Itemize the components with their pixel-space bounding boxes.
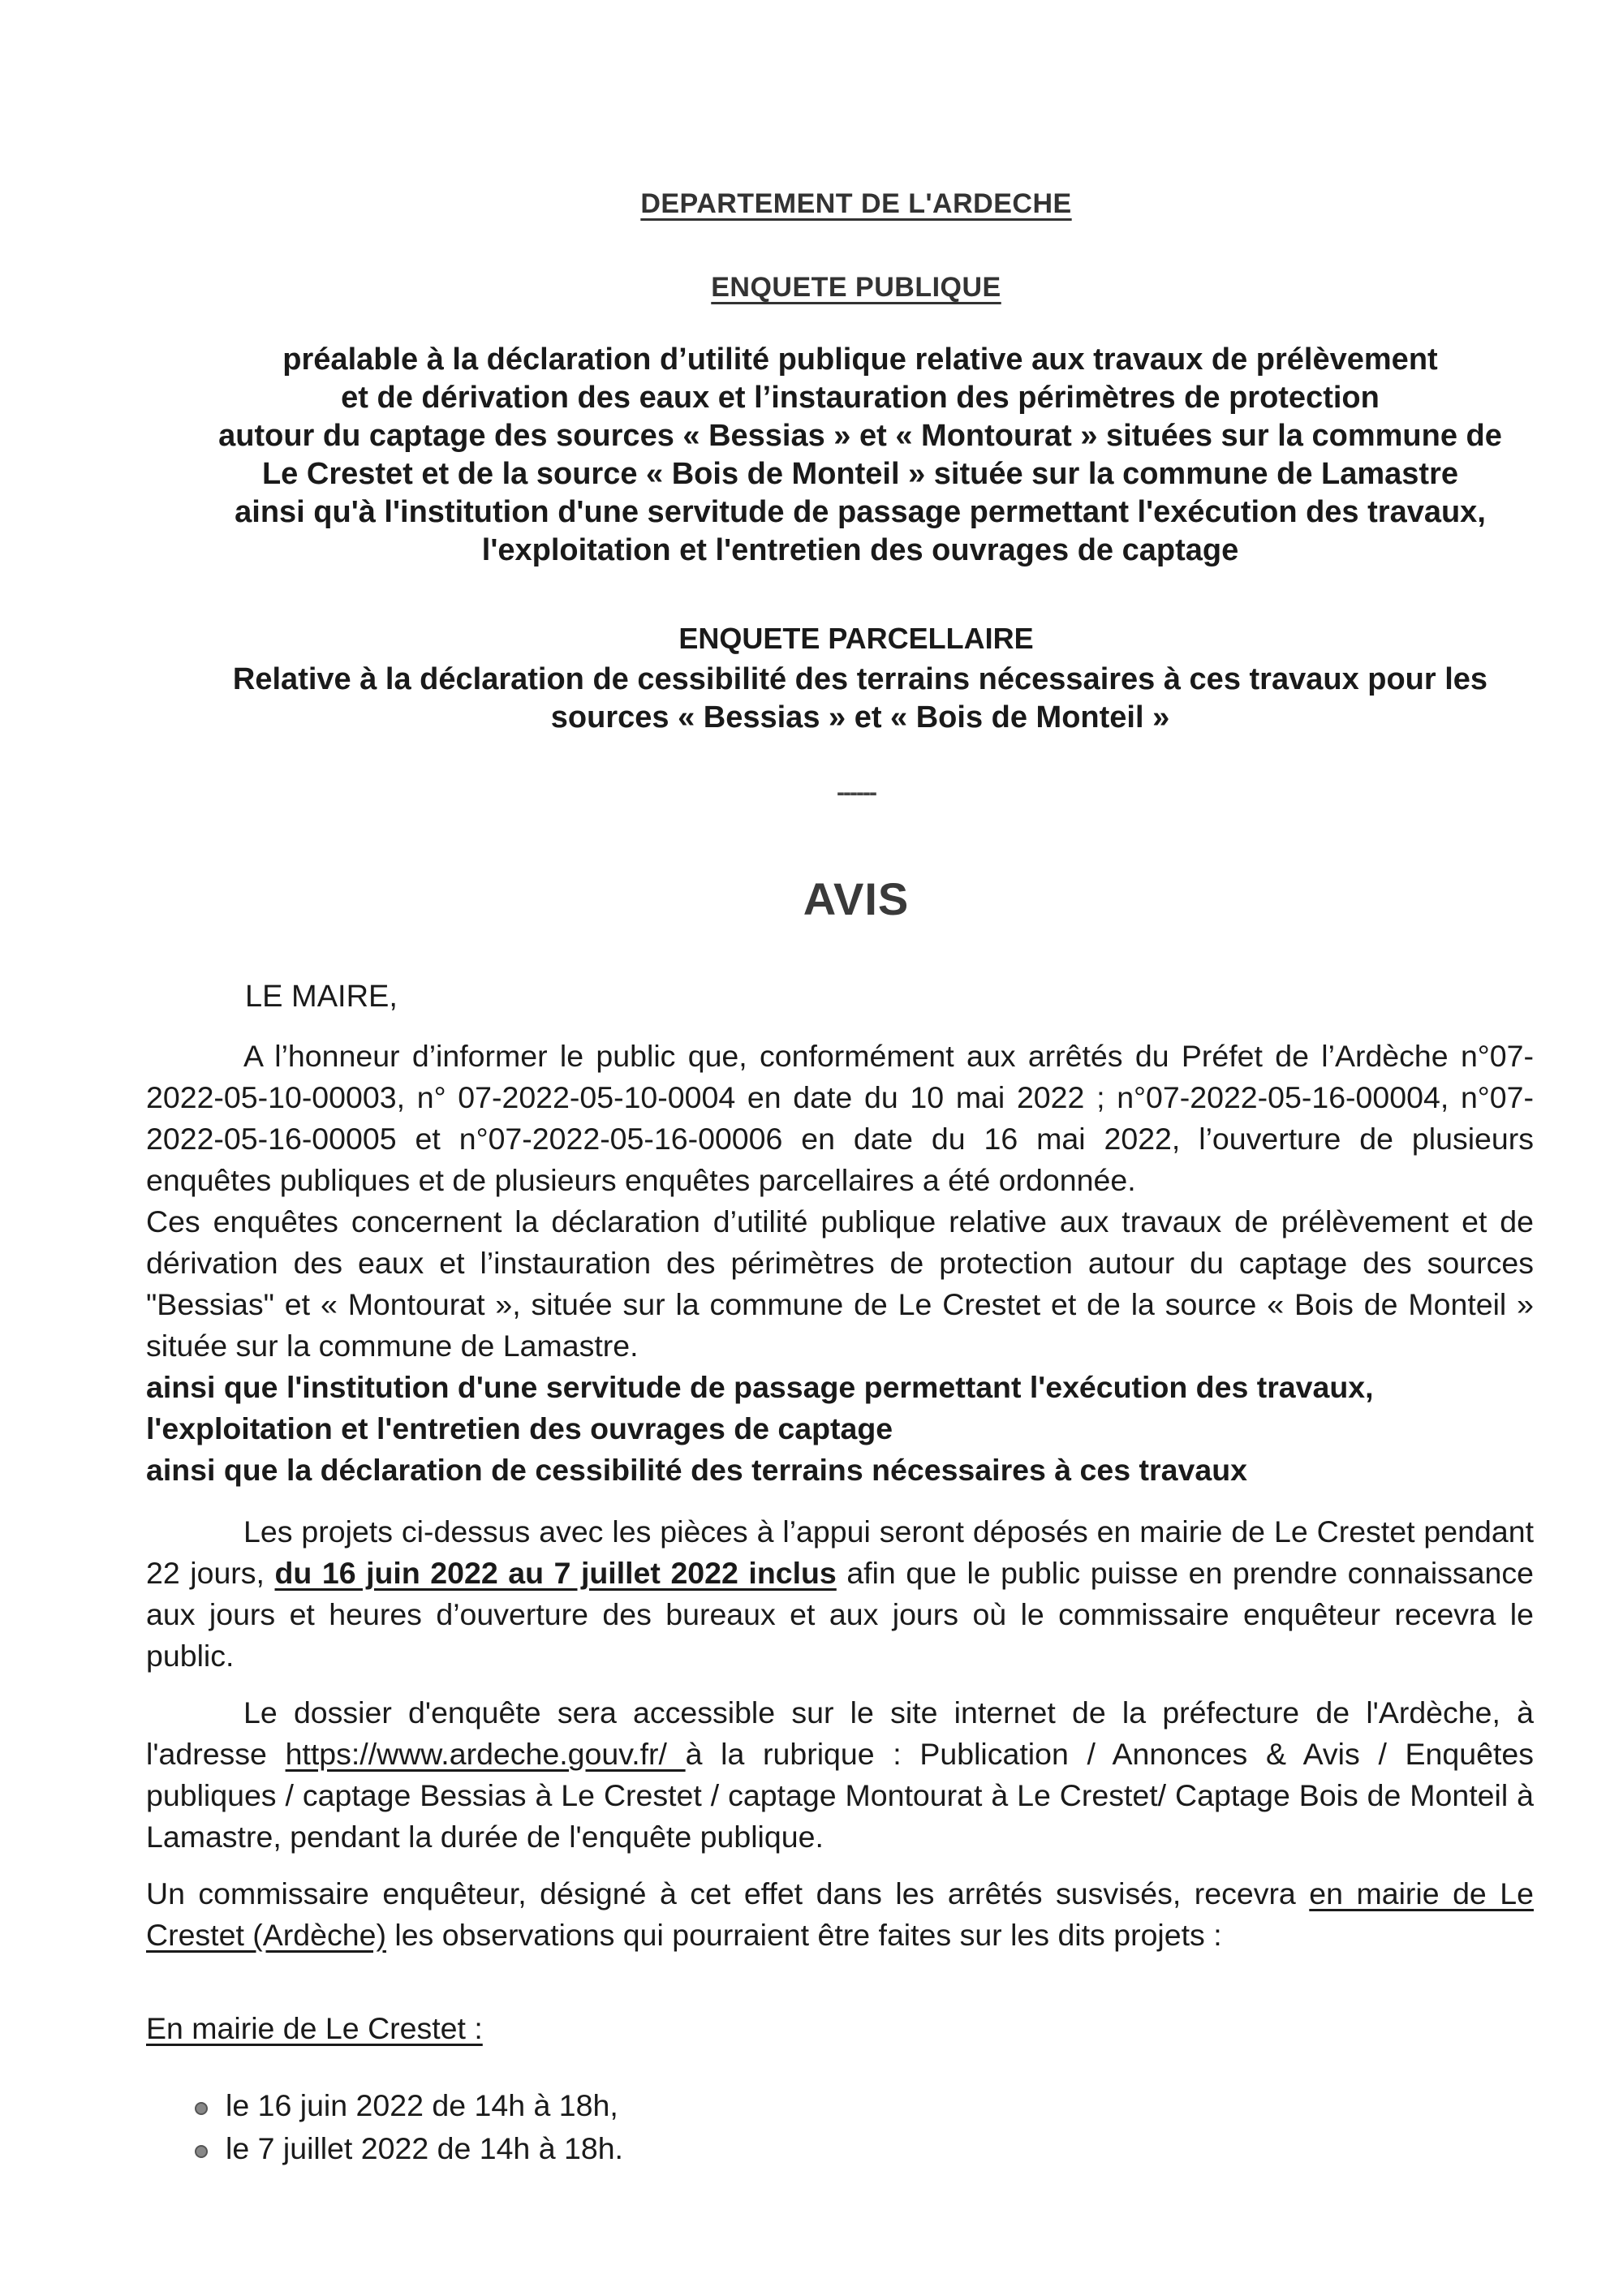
projets-text-start: Les projets ci-dessus avec les pièces à l’appui seront déposés en mairie de Le Crestet pendant 22 jours,: [146, 1514, 1534, 1590]
bullet-icon: [195, 2145, 208, 2158]
subject-line: l'exploitation et l'entretien des ouvrages de captage: [481, 533, 1239, 567]
permanences-list: [195, 2084, 623, 2170]
subject-line: ainsi qu'à l'institution d'une servitude de passage permettant l'exécution des travaux,: [235, 495, 1486, 529]
dossier-text-end: à la rubrique : Publication / Annonces & Avis / Enquêtes publiques / captage Bessias à Le Crestet / captage Montourat à Le Crestet/ Captage Bois de Monteil à Lamastre, pendant la durée de l'enquête publique.: [146, 1737, 1534, 1854]
subject-line: préalable à la déclaration d’utilité publique relative aux travaux de prélèvement: [282, 342, 1438, 377]
mairie-place: en mairie de Le Crestet (Ardèche): [146, 1876, 1534, 1952]
body-block-1: [146, 1036, 1534, 1491]
list-item: [195, 2127, 623, 2170]
subject-line: Le Crestet et de la source « Bois de Monteil » située sur la commune de Lamastre: [261, 457, 1459, 491]
commissaire-text-start: Un commissaire enquêteur, désigné à cet effet dans les arrêtés susvisés, recevra: [146, 1876, 1310, 1910]
prefecture-link[interactable]: https://www.ardeche.gouv.fr/: [285, 1737, 686, 1771]
subject-line: et de dérivation des eaux et l’instauration des périmètres de protection: [341, 381, 1380, 415]
bold-line-servitude: ainsi que l'institution d'une servitude de passage permettant l'exécution des travaux,: [146, 1370, 1374, 1404]
enquete-dates: du 16 juin 2022 au 7 juillet 2022 inclus: [274, 1556, 837, 1590]
paragraph-dossier: [146, 1692, 1534, 1858]
paragraph-arretes: A l’honneur d’informer le public que, conformément aux arrêtés du Préfet de l’Ardèche n°07-2022-05-10-00003, n° 07-2022-05-10-0004 en date du 10 mai 2022 ; n°07-2022-05-16-00004, n°07-2022-05-16-00005 et n°07-2022-05-16-00006 en date du 16 mai 2022, l’ouverture de plusieurs enquêtes publiques et de plusieurs enquêtes parcellaires a été ordonnée.: [146, 1039, 1534, 1197]
subject-line: autour du captage des sources « Bessias » et « Montourat » situées sur la commune de: [218, 419, 1502, 453]
salutation: LE MAIRE,: [245, 980, 398, 1014]
avis-title: AVIS: [803, 873, 910, 924]
list-item: [195, 2084, 623, 2127]
parcellaire-block: [146, 661, 1574, 737]
bullet-icon: [195, 2102, 208, 2115]
paragraph-commissaire: [146, 1873, 1534, 1956]
paragraph-projets: [146, 1511, 1534, 1677]
parcellaire-line: sources « Bessias » et « Bois de Monteil »: [550, 700, 1170, 734]
department-title: DEPARTEMENT DE L'ARDECHE: [640, 188, 1072, 219]
enquete-publique-title: ENQUETE PUBLIQUE: [711, 272, 1001, 303]
bold-line-exploitation: l'exploitation et l'entretien des ouvrages de captage: [146, 1411, 893, 1445]
permanences-title: En mairie de Le Crestet :: [146, 2011, 483, 2045]
enquete-parcellaire-title: ENQUETE PARCELLAIRE: [678, 622, 1034, 655]
parcellaire-line: Relative à la déclaration de cessibilité des terrains nécessaires à ces travaux pour les: [232, 662, 1488, 696]
permanence-date: le 16 juin 2022 de 14h à 18h,: [226, 2088, 618, 2122]
paragraph-enquetes: Ces enquêtes concernent la déclaration d’utilité publique relative aux travaux de prélèvement et de dérivation des eaux et l’instauration des périmètres de protection autour du captage des sources "Bessias" et « Montourat », située sur la commune de Le Crestet et de la source « Bois de Monteil » située sur la commune de Lamastre.: [146, 1204, 1534, 1363]
permanence-date: le 7 juillet 2022 de 14h à 18h.: [226, 2131, 623, 2165]
separator: ------: [837, 779, 876, 806]
dossier-text-start: Le dossier d'enquête sera accessible sur le site internet de la préfecture de l'Ardèche, à l'adresse: [146, 1695, 1534, 1771]
commissaire-text-end: les observations qui pourraient être faites sur les dits projets :: [385, 1918, 1222, 1952]
projets-text-end: afin que le public puisse en prendre connaissance aux jours et heures d’ouverture des bureaux et aux jours où le commissaire enquêteur recevra le public.: [146, 1556, 1535, 1673]
bold-line-cessibilite: ainsi que la déclaration de cessibilité des terrains nécessaires à ces travaux: [146, 1453, 1247, 1487]
subject-block: [146, 341, 1574, 570]
